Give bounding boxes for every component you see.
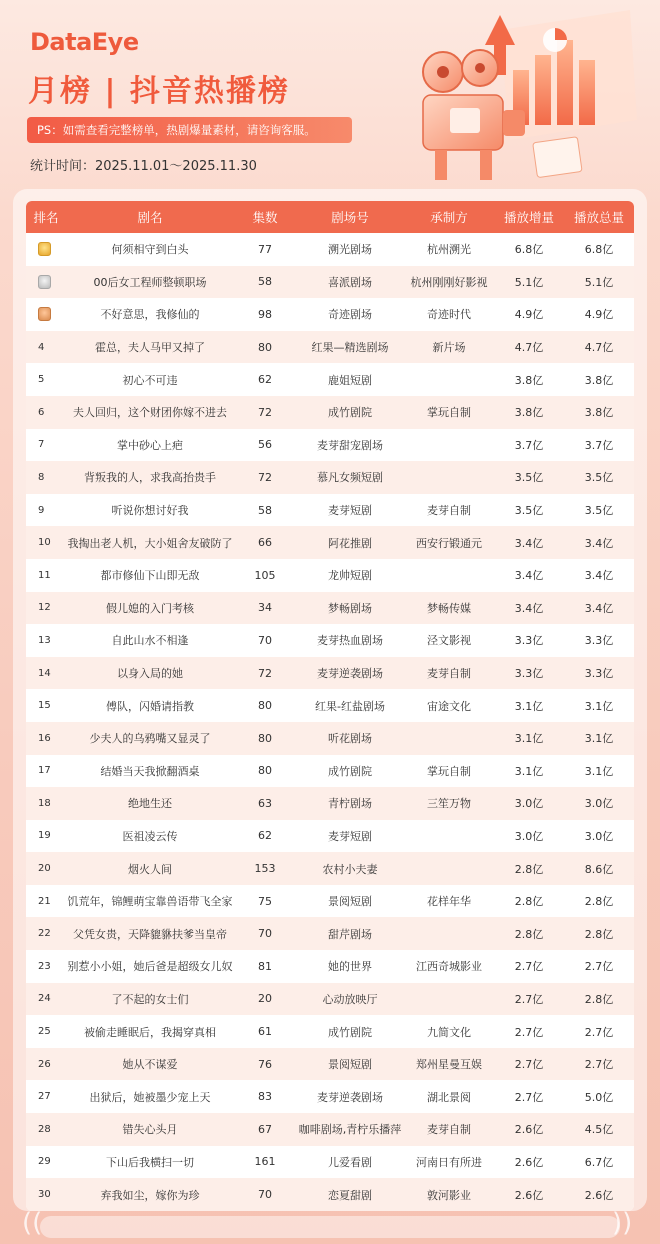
drama-title-cell: 我掏出老人机，大小姐舍友破防了 xyxy=(66,526,234,559)
table-row xyxy=(26,787,634,820)
table-row xyxy=(26,331,634,364)
rank-cell xyxy=(26,950,66,983)
episodes-cell: 58 xyxy=(234,494,296,527)
episodes-cell: 72 xyxy=(234,461,296,494)
theater-cell: 红果—精选剧场 xyxy=(296,331,404,364)
play-total-cell: 3.8亿 xyxy=(564,396,634,429)
episodes-cell: 58 xyxy=(234,266,296,299)
theater-cell: 麦芽热血剧场 xyxy=(296,624,404,657)
play-increase-cell: 2.7亿 xyxy=(494,1015,564,1048)
play-increase-cell: 2.8亿 xyxy=(494,852,564,885)
producer-cell xyxy=(404,559,494,592)
play-increase-cell: 4.7亿 xyxy=(494,331,564,364)
drama-title-cell: 假儿媳的入门考核 xyxy=(66,592,234,625)
table-row xyxy=(26,298,634,331)
table-row xyxy=(26,396,634,429)
rank-cell xyxy=(26,983,66,1016)
rank-cell xyxy=(26,722,66,755)
play-total-cell: 2.8亿 xyxy=(564,983,634,1016)
theater-cell: 她的世界 xyxy=(296,950,404,983)
play-total-cell: 3.4亿 xyxy=(564,559,634,592)
drama-title-cell: 烟火人间 xyxy=(66,852,234,885)
theater-cell: 龙帅短剧 xyxy=(296,559,404,592)
play-increase-cell: 3.1亿 xyxy=(494,755,564,788)
footer-right-bracket-decoration: )) xyxy=(612,1208,633,1238)
rank-number: 28 xyxy=(38,1123,51,1135)
episodes-cell: 56 xyxy=(234,429,296,462)
play-increase-cell: 4.9亿 xyxy=(494,298,564,331)
theater-cell: 成竹剧院 xyxy=(296,755,404,788)
play-increase-cell: 2.7亿 xyxy=(494,983,564,1016)
theater-cell: 麦芽短剧 xyxy=(296,820,404,853)
play-total-cell: 2.8亿 xyxy=(564,917,634,950)
episodes-cell: 70 xyxy=(234,1178,296,1211)
play-increase-cell: 3.8亿 xyxy=(494,363,564,396)
column-header-increase: 播放增量 xyxy=(494,201,564,233)
table-row xyxy=(26,1178,634,1211)
drama-title-cell: 被偷走睡眠后，我揭穿真相 xyxy=(66,1015,234,1048)
play-total-cell: 2.7亿 xyxy=(564,1015,634,1048)
play-total-cell: 3.4亿 xyxy=(564,526,634,559)
rank-number: 13 xyxy=(38,634,51,646)
play-increase-cell: 3.3亿 xyxy=(494,624,564,657)
column-header-total: 播放总量 xyxy=(564,201,634,233)
play-total-cell: 2.7亿 xyxy=(564,950,634,983)
theater-cell: 阿花推剧 xyxy=(296,526,404,559)
producer-cell: 宙途文化 xyxy=(404,689,494,722)
theater-cell: 听花剧场 xyxy=(296,722,404,755)
theater-cell: 鹿姐短剧 xyxy=(296,363,404,396)
episodes-cell: 153 xyxy=(234,852,296,885)
play-total-cell: 5.0亿 xyxy=(564,1080,634,1113)
footer-left-bracket-decoration: (( xyxy=(22,1208,43,1238)
rank-number: 11 xyxy=(38,569,51,581)
producer-cell xyxy=(404,722,494,755)
play-total-cell: 8.6亿 xyxy=(564,852,634,885)
play-increase-cell: 5.1亿 xyxy=(494,266,564,299)
theater-cell: 景阅短剧 xyxy=(296,885,404,918)
producer-cell xyxy=(404,852,494,885)
play-total-cell: 5.1亿 xyxy=(564,266,634,299)
table-row xyxy=(26,689,634,722)
play-increase-cell: 2.7亿 xyxy=(494,1048,564,1081)
episodes-cell: 80 xyxy=(234,689,296,722)
rank-number: 8 xyxy=(38,471,45,483)
rank-cell xyxy=(26,233,66,266)
producer-cell: 湖北景阅 xyxy=(404,1080,494,1113)
theater-cell: 喜派剧场 xyxy=(296,266,404,299)
rank-cell xyxy=(26,1048,66,1081)
episodes-cell: 72 xyxy=(234,657,296,690)
play-total-cell: 3.0亿 xyxy=(564,820,634,853)
episodes-cell: 83 xyxy=(234,1080,296,1113)
column-header-rank: 排名 xyxy=(26,201,66,233)
play-total-cell: 4.5亿 xyxy=(564,1113,634,1146)
drama-title-cell: 以身入局的她 xyxy=(66,657,234,690)
theater-cell: 青柠剧场 xyxy=(296,787,404,820)
producer-cell: 九简文化 xyxy=(404,1015,494,1048)
play-total-cell: 3.5亿 xyxy=(564,494,634,527)
episodes-cell: 67 xyxy=(234,1113,296,1146)
play-increase-cell: 3.5亿 xyxy=(494,494,564,527)
rank-cell xyxy=(26,917,66,950)
play-increase-cell: 3.8亿 xyxy=(494,396,564,429)
column-header-producer: 承制方 xyxy=(404,201,494,233)
producer-cell xyxy=(404,983,494,1016)
brand-logo: DataEye xyxy=(30,28,139,56)
episodes-cell: 105 xyxy=(234,559,296,592)
table-row xyxy=(26,1146,634,1179)
rank-cell xyxy=(26,1146,66,1179)
play-increase-cell: 3.4亿 xyxy=(494,559,564,592)
producer-cell: 郑州星曼互娱 xyxy=(404,1048,494,1081)
producer-cell xyxy=(404,363,494,396)
ps-note-banner: PS：如需查看完整榜单，热剧爆量素材，请咨询客服。 xyxy=(27,117,352,143)
play-increase-cell: 3.4亿 xyxy=(494,526,564,559)
rank-number: 17 xyxy=(38,765,51,777)
episodes-cell: 70 xyxy=(234,624,296,657)
episodes-cell: 72 xyxy=(234,396,296,429)
drama-title-cell: 绝地生还 xyxy=(66,787,234,820)
table-row xyxy=(26,624,634,657)
producer-cell: 掌玩自制 xyxy=(404,755,494,788)
table-row xyxy=(26,461,634,494)
theater-cell: 麦芽短剧 xyxy=(296,494,404,527)
drama-title-cell: 00后女工程师整顿职场 xyxy=(66,266,234,299)
rank-cell xyxy=(26,266,66,299)
theater-cell: 成竹剧院 xyxy=(296,1015,404,1048)
table-row xyxy=(26,494,634,527)
rank-cell xyxy=(26,624,66,657)
play-increase-cell: 2.7亿 xyxy=(494,950,564,983)
episodes-cell: 62 xyxy=(234,820,296,853)
rank-number: 21 xyxy=(38,895,51,907)
producer-cell: 新片场 xyxy=(404,331,494,364)
drama-title-cell: 她从不谋爱 xyxy=(66,1048,234,1081)
rank-number: 7 xyxy=(38,439,45,451)
table-row xyxy=(26,526,634,559)
play-total-cell: 3.0亿 xyxy=(564,787,634,820)
play-total-cell: 4.7亿 xyxy=(564,331,634,364)
producer-cell: 奇迹时代 xyxy=(404,298,494,331)
rank-cell xyxy=(26,787,66,820)
rank-cell xyxy=(26,1015,66,1048)
drama-title-cell: 别惹小小姐，她后爸是超级女儿奴 xyxy=(66,950,234,983)
table-row xyxy=(26,820,634,853)
table-row xyxy=(26,722,634,755)
play-total-cell: 3.3亿 xyxy=(564,624,634,657)
rank-cell xyxy=(26,461,66,494)
episodes-cell: 80 xyxy=(234,722,296,755)
play-increase-cell: 6.8亿 xyxy=(494,233,564,266)
table-row xyxy=(26,559,634,592)
theater-cell: 咖啡剧场,青柠乐播萍 xyxy=(296,1113,404,1146)
play-increase-cell: 2.8亿 xyxy=(494,885,564,918)
play-total-cell: 3.4亿 xyxy=(564,592,634,625)
drama-title-cell: 了不起的女士们 xyxy=(66,983,234,1016)
play-total-cell: 3.1亿 xyxy=(564,755,634,788)
theater-cell: 奇迹剧场 xyxy=(296,298,404,331)
column-header-title: 剧名 xyxy=(66,201,234,233)
table-row xyxy=(26,592,634,625)
play-total-cell: 6.7亿 xyxy=(564,1146,634,1179)
play-total-cell: 4.9亿 xyxy=(564,298,634,331)
rank-number: 23 xyxy=(38,960,51,972)
table-row xyxy=(26,657,634,690)
bronze-medal-icon xyxy=(38,307,51,321)
drama-title-cell: 医祖凌云传 xyxy=(66,820,234,853)
producer-cell: 西安行锻通元 xyxy=(404,526,494,559)
table-body xyxy=(26,233,634,1211)
play-increase-cell: 3.7亿 xyxy=(494,429,564,462)
episodes-cell: 98 xyxy=(234,298,296,331)
ranking-table xyxy=(26,201,634,1211)
theater-cell: 麦芽甜宠剧场 xyxy=(296,429,404,462)
play-increase-cell: 2.6亿 xyxy=(494,1178,564,1211)
table-row xyxy=(26,983,634,1016)
drama-title-cell: 自此山水不相逢 xyxy=(66,624,234,657)
episodes-cell: 34 xyxy=(234,592,296,625)
producer-cell: 麦芽自制 xyxy=(404,494,494,527)
play-increase-cell: 3.4亿 xyxy=(494,592,564,625)
episodes-cell: 80 xyxy=(234,755,296,788)
table-row xyxy=(26,755,634,788)
rank-number: 9 xyxy=(38,504,45,516)
theater-cell: 红果-红盐剧场 xyxy=(296,689,404,722)
table-row xyxy=(26,885,634,918)
producer-cell xyxy=(404,820,494,853)
rank-cell xyxy=(26,1178,66,1211)
theater-cell: 成竹剧院 xyxy=(296,396,404,429)
drama-title-cell: 父凭女贵，天降貔貅扶爹当皇帝 xyxy=(66,917,234,950)
rank-number: 27 xyxy=(38,1091,51,1103)
producer-cell: 掌玩自制 xyxy=(404,396,494,429)
theater-cell: 景阅短剧 xyxy=(296,1048,404,1081)
producer-cell: 杭州溯光 xyxy=(404,233,494,266)
play-increase-cell: 2.6亿 xyxy=(494,1113,564,1146)
play-total-cell: 3.1亿 xyxy=(564,722,634,755)
producer-cell: 三笙万物 xyxy=(404,787,494,820)
play-increase-cell: 3.1亿 xyxy=(494,722,564,755)
producer-cell: 杭州刚刚好影视 xyxy=(404,266,494,299)
rank-cell xyxy=(26,689,66,722)
episodes-cell: 76 xyxy=(234,1048,296,1081)
rank-cell xyxy=(26,755,66,788)
play-total-cell: 2.6亿 xyxy=(564,1178,634,1211)
rank-number: 20 xyxy=(38,863,51,875)
table-row xyxy=(26,1080,634,1113)
rank-cell xyxy=(26,885,66,918)
theater-cell: 梦畅剧场 xyxy=(296,592,404,625)
table-row xyxy=(26,1113,634,1146)
play-increase-cell: 3.0亿 xyxy=(494,820,564,853)
drama-title-cell: 弃我如尘，嫁你为珍 xyxy=(66,1178,234,1211)
rank-number: 6 xyxy=(38,406,45,418)
play-total-cell: 3.5亿 xyxy=(564,461,634,494)
play-total-cell: 3.7亿 xyxy=(564,429,634,462)
page-title: 月榜 | 抖音热播榜 xyxy=(28,74,290,109)
table-row xyxy=(26,429,634,462)
theater-cell: 慕凡女频短剧 xyxy=(296,461,404,494)
play-total-cell: 2.8亿 xyxy=(564,885,634,918)
silver-medal-icon xyxy=(38,275,51,289)
rank-number: 19 xyxy=(38,830,51,842)
rank-cell xyxy=(26,852,66,885)
rank-cell xyxy=(26,298,66,331)
rank-number: 15 xyxy=(38,700,51,712)
theater-cell: 麦芽逆袭剧场 xyxy=(296,657,404,690)
play-total-cell: 6.8亿 xyxy=(564,233,634,266)
producer-cell xyxy=(404,429,494,462)
table-row xyxy=(26,917,634,950)
rank-cell xyxy=(26,526,66,559)
rank-number: 4 xyxy=(38,341,45,353)
drama-title-cell: 下山后我横扫一切 xyxy=(66,1146,234,1179)
episodes-cell: 161 xyxy=(234,1146,296,1179)
producer-cell: 敦河影业 xyxy=(404,1178,494,1211)
play-increase-cell: 2.6亿 xyxy=(494,1146,564,1179)
rank-number: 18 xyxy=(38,797,51,809)
rank-number: 10 xyxy=(38,537,51,549)
table-row xyxy=(26,233,634,266)
rank-number: 26 xyxy=(38,1058,51,1070)
rank-number: 30 xyxy=(38,1189,51,1201)
rank-number: 22 xyxy=(38,928,51,940)
rank-number: 5 xyxy=(38,374,45,386)
producer-cell: 花样年华 xyxy=(404,885,494,918)
producer-cell xyxy=(404,461,494,494)
drama-title-cell: 霍总，夫人马甲又掉了 xyxy=(66,331,234,364)
episodes-cell: 66 xyxy=(234,526,296,559)
play-total-cell: 3.3亿 xyxy=(564,657,634,690)
rank-cell xyxy=(26,331,66,364)
drama-title-cell: 都市修仙下山即无敌 xyxy=(66,559,234,592)
rank-cell xyxy=(26,1080,66,1113)
rank-number: 16 xyxy=(38,732,51,744)
theater-cell: 溯光剧场 xyxy=(296,233,404,266)
producer-cell: 麦芽自制 xyxy=(404,657,494,690)
producer-cell: 江西奇城影业 xyxy=(404,950,494,983)
play-increase-cell: 2.7亿 xyxy=(494,1080,564,1113)
rank-cell xyxy=(26,429,66,462)
drama-title-cell: 少夫人的乌鸦嘴又显灵了 xyxy=(66,722,234,755)
drama-title-cell: 出狱后，她被墨少宠上天 xyxy=(66,1080,234,1113)
producer-cell: 泾文影视 xyxy=(404,624,494,657)
play-total-cell: 3.8亿 xyxy=(564,363,634,396)
rank-number: 14 xyxy=(38,667,51,679)
rank-cell xyxy=(26,363,66,396)
play-total-cell: 3.1亿 xyxy=(564,689,634,722)
episodes-cell: 20 xyxy=(234,983,296,1016)
drama-title-cell: 听说你想讨好我 xyxy=(66,494,234,527)
drama-title-cell: 掌中砂心上疤 xyxy=(66,429,234,462)
play-increase-cell: 3.5亿 xyxy=(494,461,564,494)
play-total-cell: 2.7亿 xyxy=(564,1048,634,1081)
drama-title-cell: 初心不可违 xyxy=(66,363,234,396)
theater-cell: 心动放映厅 xyxy=(296,983,404,1016)
episodes-cell: 81 xyxy=(234,950,296,983)
drama-title-cell: 结婚当天我掀翻酒桌 xyxy=(66,755,234,788)
column-header-episodes: 集数 xyxy=(234,201,296,233)
producer-cell: 梦畅传媒 xyxy=(404,592,494,625)
table-row xyxy=(26,363,634,396)
rank-cell xyxy=(26,396,66,429)
footer-decoration-bar xyxy=(40,1216,620,1238)
theater-cell: 儿爱看剧 xyxy=(296,1146,404,1179)
drama-title-cell: 何须相守到白头 xyxy=(66,233,234,266)
rank-cell xyxy=(26,494,66,527)
drama-title-cell: 错失心头月 xyxy=(66,1113,234,1146)
drama-title-cell: 饥荒年，锦鲤萌宝靠兽语带飞全家 xyxy=(66,885,234,918)
episodes-cell: 63 xyxy=(234,787,296,820)
table-row xyxy=(26,1048,634,1081)
film-projector-chart-illustration xyxy=(405,0,645,195)
rank-number: 12 xyxy=(38,602,51,614)
play-increase-cell: 2.8亿 xyxy=(494,917,564,950)
drama-title-cell: 背叛我的人，求我高抬贵手 xyxy=(66,461,234,494)
gold-medal-icon xyxy=(38,242,51,256)
producer-cell: 河南日有所进 xyxy=(404,1146,494,1179)
rank-cell xyxy=(26,559,66,592)
drama-title-cell: 傅队，闪婚请指教 xyxy=(66,689,234,722)
episodes-cell: 80 xyxy=(234,331,296,364)
play-increase-cell: 3.0亿 xyxy=(494,787,564,820)
rank-cell xyxy=(26,1113,66,1146)
theater-cell: 农村小夫妻 xyxy=(296,852,404,885)
theater-cell: 恋夏甜剧 xyxy=(296,1178,404,1211)
episodes-cell: 62 xyxy=(234,363,296,396)
table-header-row xyxy=(26,201,634,233)
table-row xyxy=(26,266,634,299)
table-row xyxy=(26,1015,634,1048)
rank-cell xyxy=(26,592,66,625)
column-header-theater: 剧场号 xyxy=(296,201,404,233)
producer-cell xyxy=(404,917,494,950)
drama-title-cell: 夫人回归，这个财团你嫁不进去 xyxy=(66,396,234,429)
theater-cell: 麦芽逆袭剧场 xyxy=(296,1080,404,1113)
drama-title-cell: 不好意思，我修仙的 xyxy=(66,298,234,331)
episodes-cell: 61 xyxy=(234,1015,296,1048)
play-increase-cell: 3.1亿 xyxy=(494,689,564,722)
episodes-cell: 77 xyxy=(234,233,296,266)
rank-number: 29 xyxy=(38,1156,51,1168)
table-row xyxy=(26,852,634,885)
episodes-cell: 75 xyxy=(234,885,296,918)
rank-cell xyxy=(26,657,66,690)
rank-number: 24 xyxy=(38,993,51,1005)
table-row xyxy=(26,950,634,983)
statistics-period: 统计时间：2025.11.01～2025.11.30 xyxy=(30,159,257,174)
theater-cell: 甜芹剧场 xyxy=(296,917,404,950)
rank-cell xyxy=(26,820,66,853)
producer-cell: 麦芽自制 xyxy=(404,1113,494,1146)
episodes-cell: 70 xyxy=(234,917,296,950)
play-increase-cell: 3.3亿 xyxy=(494,657,564,690)
rank-number: 25 xyxy=(38,1026,51,1038)
